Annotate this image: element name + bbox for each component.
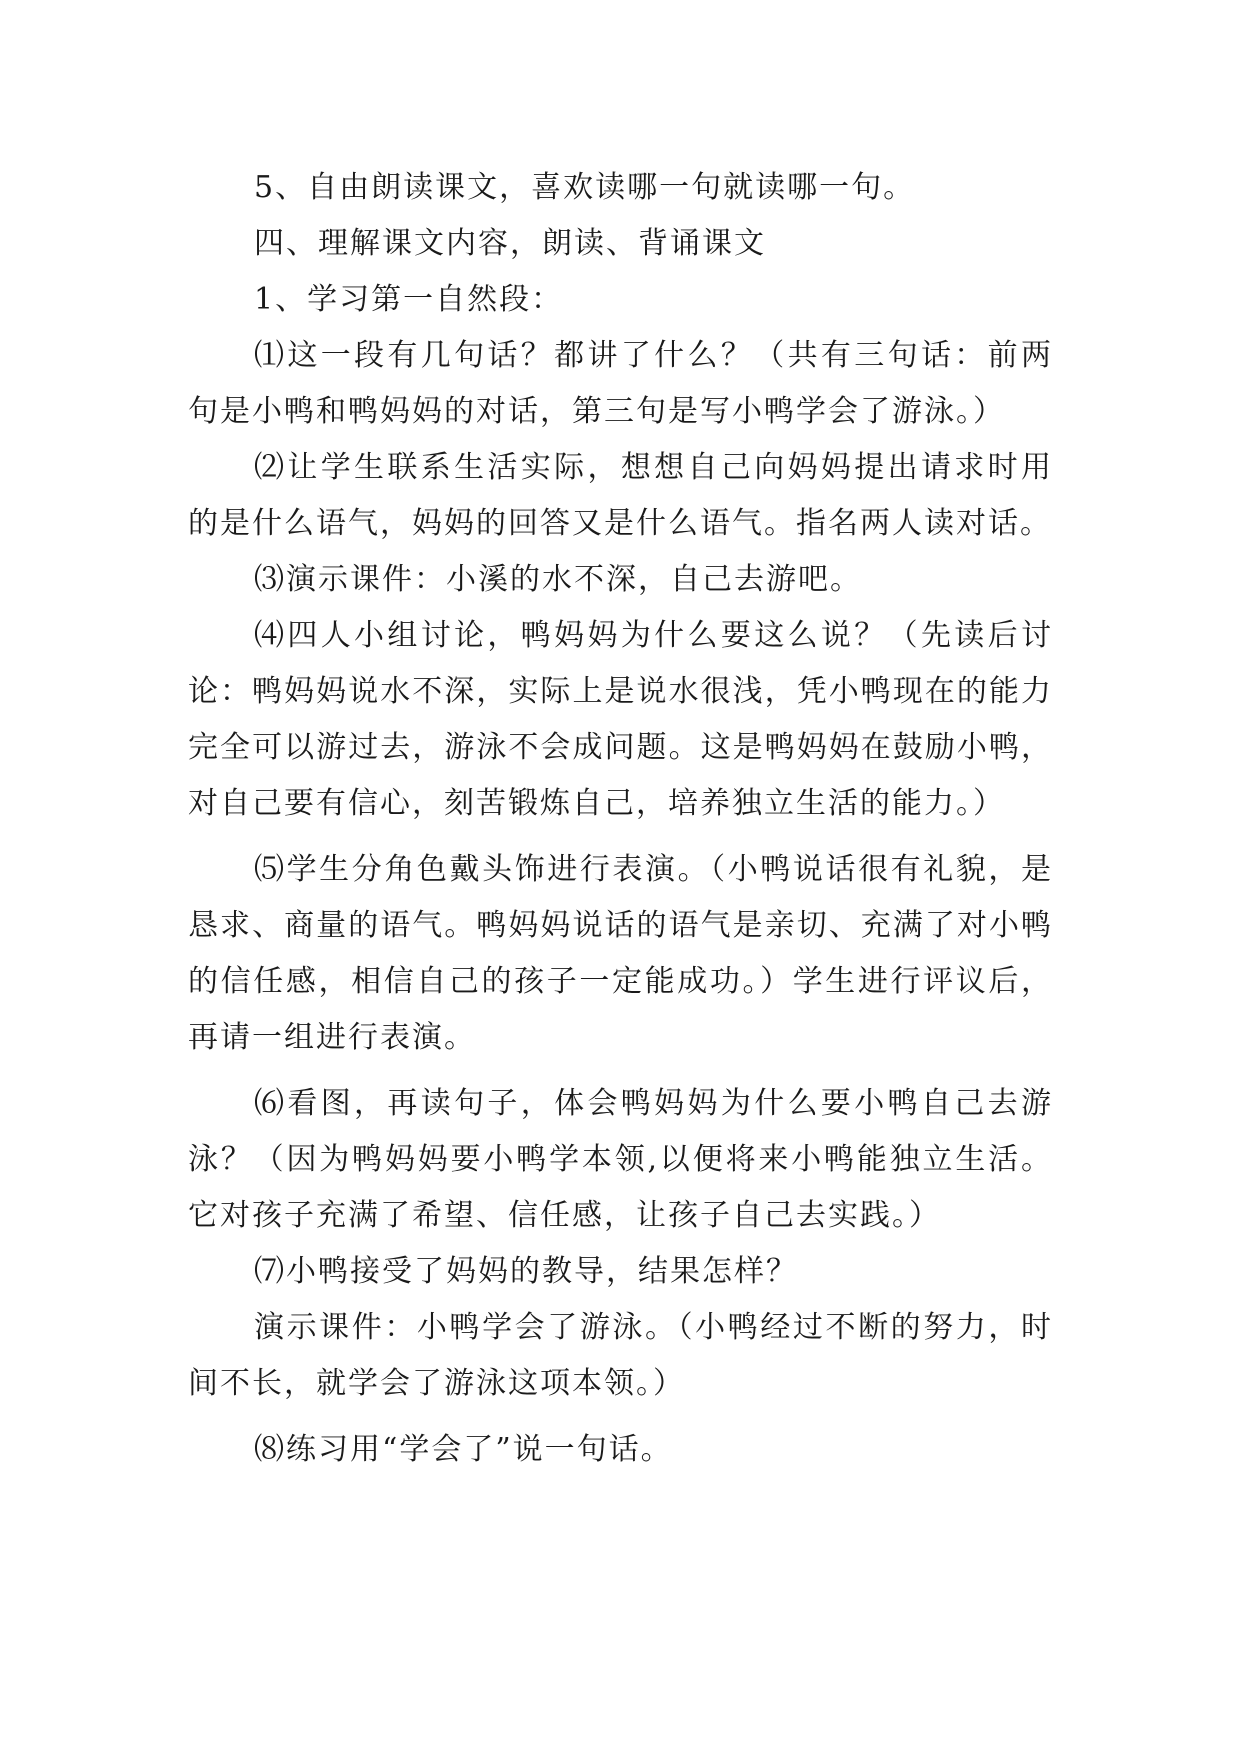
paragraph-item-1: ⑴这一段有几句话？都讲了什么？（共有三句话：前两句是小鸭和鸭妈妈的对话，第三句是写小鸭学会了游泳。） — [188, 338, 1053, 429]
document-body — [188, 160, 1053, 1478]
paragraph-demo-courseware: 演示课件：小鸭学会了游泳。（小鸭经过不断的努力，时间不长，就学会了游泳这项本领。） — [188, 1310, 1053, 1401]
paragraph-item-3: ⑶演示课件：小溪的水不深，自己去游吧。 — [254, 562, 862, 597]
section-heading-understand-text: 四、理解课文内容，朗读、背诵课文 — [254, 226, 766, 261]
paragraph-item-5: ⑸学生分角色戴头饰进行表演。（小鸭说话很有礼貌，是恳求、商量的语气。鸭妈妈说话的语气是亲切、充满了对小鸭的信任感，相信自己的孩子一定能成功。）学生进行评议后，再请一组进行表演。 — [188, 852, 1053, 1055]
paragraph-item-8: ⑻练习用“学会了”说一句话。 — [254, 1432, 673, 1467]
subheading-first-paragraph: 1、学习第一自然段： — [254, 282, 564, 317]
paragraph-item-6: ⑹看图，再读句子，体会鸭妈妈为什么要小鸭自己去游泳？（因为鸭妈妈要小鸭学本领,以便将来小鸭能独立生活。它对孩子充满了希望、信任感，让孩子自己去实践。） — [188, 1086, 1053, 1233]
paragraph-item-7: ⑺小鸭接受了妈妈的教导，结果怎样？ — [254, 1254, 798, 1289]
paragraph-item-4: ⑷四人小组讨论，鸭妈妈为什么要这么说？（先读后讨论：鸭妈妈说水不深，实际上是说水很浅，凭小鸭现在的能力完全可以游过去，游泳不会成问题。这是鸭妈妈在鼓励小鸭，对自己要有信心，刻苦锻炼自己，培养独立生活的能力。） — [188, 618, 1053, 821]
paragraph-free-reading: 5、自由朗读课文，喜欢读哪一句就读哪一句。 — [254, 170, 916, 205]
paragraph-item-2: ⑵让学生联系生活实际，想想自己向妈妈提出请求时用的是什么语气，妈妈的回答又是什么语气。指名两人读对话。 — [188, 450, 1053, 541]
